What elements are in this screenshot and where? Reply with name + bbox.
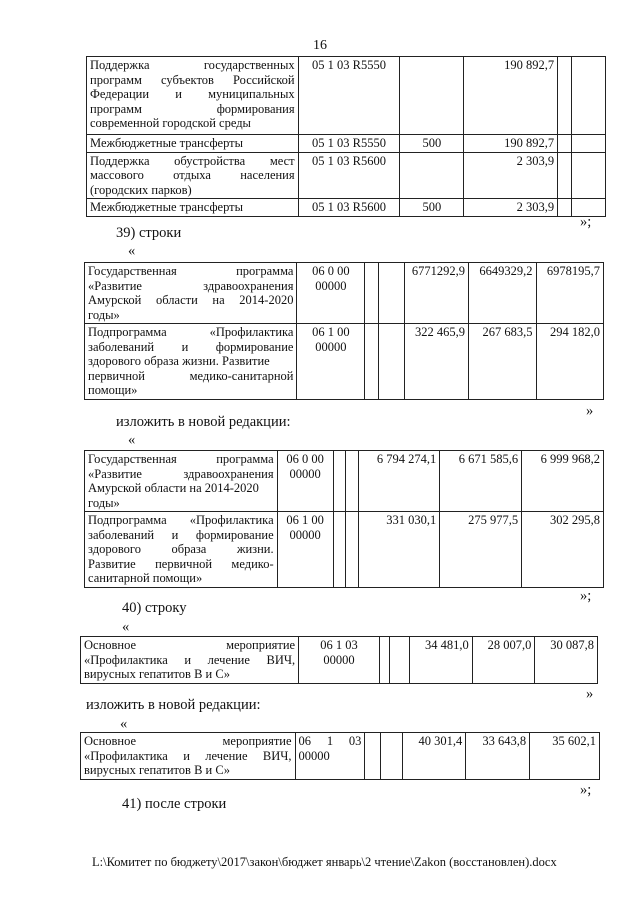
opening-quote: «	[122, 619, 130, 635]
empty-cell	[558, 152, 572, 199]
opening-quote: «	[128, 243, 136, 259]
row-value: 28 007,0	[472, 637, 535, 684]
table-row	[85, 263, 604, 324]
row-value: 275 977,5	[440, 512, 522, 588]
row-code: 06 1 00 00000	[297, 324, 365, 400]
table-row	[87, 152, 606, 199]
row-value: 6 671 585,6	[440, 451, 522, 512]
row-value: 33 643,8	[466, 733, 530, 780]
empty-cell	[572, 57, 606, 135]
item-39-heading: 39) строки	[116, 225, 182, 241]
table-row	[87, 135, 606, 153]
footer-file-path: L:\Комитет по бюджету\2017\закон\бюджет январь\2 чтение\Zakon (восстановлен).docx	[92, 855, 557, 869]
row-code: 06 1 03 00000	[299, 637, 380, 684]
row-value: 2 303,9	[464, 199, 558, 217]
row-value: 6 794 274,1	[359, 451, 440, 512]
budget-table-1	[86, 56, 606, 217]
table-row	[85, 512, 604, 588]
row-value: 6649329,2	[469, 263, 536, 324]
paragraph-new-edition: изложить в новой редакции:	[116, 414, 291, 430]
row-description: Поддержка государственных программ субъектов Российской Федерации и муниципальных программ формирования современной городской среды	[87, 57, 299, 135]
row-description: Подпрограмма «Профилактика заболеваний и формирование здорового образа жизни. Развитие первичной медико-санитарной помощи»	[85, 324, 297, 400]
empty-cell	[572, 135, 606, 153]
opening-quote: «	[128, 432, 136, 448]
row-description: Межбюджетные трансферты	[87, 135, 299, 153]
empty-cell	[365, 733, 381, 780]
row-value: 35 602,1	[530, 733, 600, 780]
empty-cell	[365, 263, 379, 324]
row-code: 05 1 03 R5600	[298, 199, 400, 217]
table-row	[87, 199, 606, 217]
empty-cell	[333, 451, 345, 512]
opening-quote: «	[120, 716, 128, 732]
closing-quote: »;	[580, 588, 592, 604]
row-vr: 500	[400, 135, 464, 153]
empty-cell	[378, 324, 405, 400]
row-value: 322 465,9	[405, 324, 469, 400]
item-41-heading: 41) после строки	[122, 796, 227, 812]
row-description: Государственная программа «Развитие здравоохранения Амурской области на 2014-2020 годы»	[85, 451, 278, 512]
empty-cell	[379, 637, 389, 684]
budget-table-4	[80, 636, 598, 684]
row-value: 40 301,4	[403, 733, 466, 780]
empty-cell	[378, 263, 405, 324]
row-code: 05 1 03 R5550	[298, 135, 400, 153]
row-vr	[400, 152, 464, 199]
row-value: 302 295,8	[522, 512, 604, 588]
item-40-heading: 40) строку	[122, 600, 187, 616]
empty-cell	[558, 135, 572, 153]
row-code: 06 1 00 00000	[277, 512, 333, 588]
row-value: 6771292,9	[405, 263, 469, 324]
row-value: 30 087,8	[535, 637, 598, 684]
row-vr: 500	[400, 199, 464, 217]
empty-cell	[345, 512, 359, 588]
row-description: Основное мероприятие «Профилактика и лечение ВИЧ, вирусных гепатитов В и С»	[81, 637, 299, 684]
row-value: 2 303,9	[464, 152, 558, 199]
row-value: 6978195,7	[536, 263, 604, 324]
row-description: Межбюджетные трансферты	[87, 199, 299, 217]
row-value: 331 030,1	[359, 512, 440, 588]
budget-table-3	[84, 450, 604, 588]
closing-quote: »	[586, 686, 594, 702]
row-code: 06 1 03 00000	[295, 733, 365, 780]
table-row	[85, 451, 604, 512]
empty-cell	[365, 324, 379, 400]
row-value: 294 182,0	[536, 324, 604, 400]
closing-quote: »	[586, 403, 594, 419]
paragraph-new-edition: изложить в новой редакции:	[86, 697, 261, 713]
row-value: 190 892,7	[464, 135, 558, 153]
row-code: 05 1 03 R5550	[298, 57, 400, 135]
row-value: 190 892,7	[464, 57, 558, 135]
row-vr	[400, 57, 464, 135]
empty-cell	[333, 512, 345, 588]
budget-table-2	[84, 262, 604, 400]
table-row	[87, 57, 606, 135]
empty-cell	[345, 451, 359, 512]
row-description: Поддержка обустройства мест массового отдыха населения (городских парков)	[87, 152, 299, 199]
page-number: 16	[313, 38, 327, 53]
empty-cell	[389, 637, 409, 684]
table-row	[81, 733, 600, 780]
row-code: 06 0 00 00000	[277, 451, 333, 512]
row-value: 267 683,5	[469, 324, 536, 400]
budget-table-5	[80, 732, 600, 780]
row-code: 05 1 03 R5600	[298, 152, 400, 199]
empty-cell	[381, 733, 403, 780]
row-value: 6 999 968,2	[522, 451, 604, 512]
empty-cell	[558, 57, 572, 135]
row-code: 06 0 00 00000	[297, 263, 365, 324]
row-description: Подпрограмма «Профилактика заболеваний и формирование здорового образа жизни. Развитие первичной медико- санитарной помощи»	[85, 512, 278, 588]
empty-cell	[572, 152, 606, 199]
table-row	[85, 324, 604, 400]
empty-cell	[558, 199, 572, 217]
row-description: Государственная программа «Развитие здравоохранения Амурской области на 2014-2020 годы»	[85, 263, 297, 324]
closing-quote: »;	[580, 214, 592, 230]
row-value: 34 481,0	[410, 637, 473, 684]
table-row	[81, 637, 598, 684]
row-description: Основное мероприятие «Профилактика и лечение ВИЧ, вирусных гепатитов В и С»	[81, 733, 296, 780]
closing-quote: »;	[580, 782, 592, 798]
